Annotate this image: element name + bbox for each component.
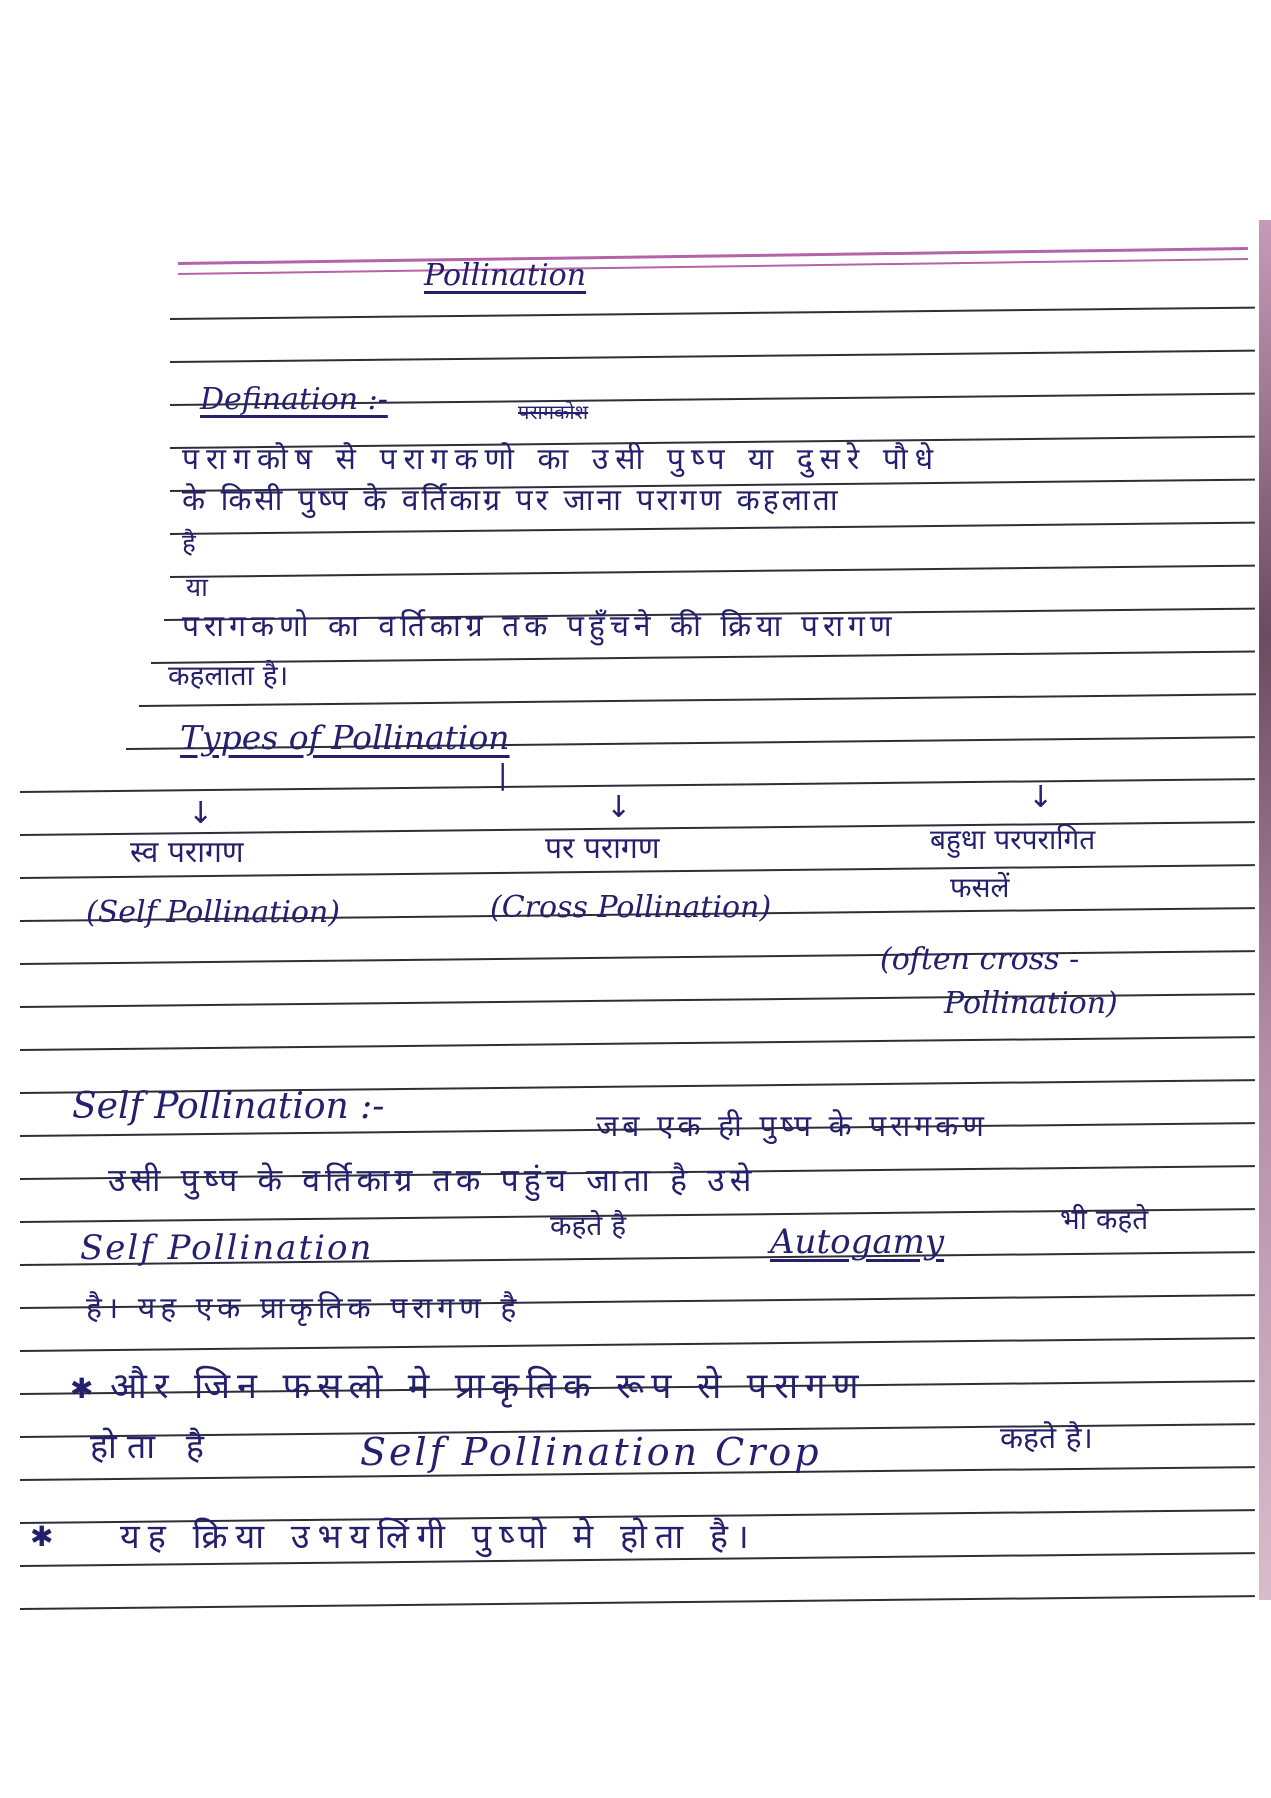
self-line-2: उसी पुष्प के वर्तिकाग्र तक पहुंच जाता है उसे — [108, 1161, 757, 1199]
definition-line-4: परागकणो का वर्तिकाग्र तक पहुँचने की क्रिया परागण — [182, 609, 897, 644]
ruled-line — [20, 1595, 1255, 1610]
ruled-line — [20, 778, 1255, 793]
struck-note: परागकोश — [518, 400, 589, 424]
definition-line-2: के किसी पुष्प के वर्तिकाग्र पर जाना परागण कहलाता — [182, 483, 841, 518]
often-english-2: Pollination) — [944, 986, 1118, 1021]
autogamy-term: Autogamy — [770, 1222, 945, 1262]
ruled-line — [170, 565, 1255, 578]
self-line-3-en: Self Pollination — [80, 1228, 374, 1268]
ruled-line — [170, 350, 1255, 363]
bullet-2-line: यह क्रिया उभयलिंगी पुष्पो मे होता है। — [120, 1517, 757, 1557]
ruled-line — [151, 650, 1255, 664]
page-title: Pollination — [424, 258, 587, 293]
arrow-down-icon: ↓ — [1028, 780, 1054, 815]
bullet-1-line-c: कहते है। — [1000, 1421, 1093, 1456]
types-heading: Types of Pollination — [180, 718, 510, 757]
bullet-1-line-a: और जिन फसलो मे प्राकृतिक रूप से परागण — [110, 1366, 866, 1407]
self-line-3-hi: कहते है — [550, 1209, 627, 1242]
definition-heading: Defination :- — [200, 382, 388, 417]
self-line-3-end: भी कहते — [1060, 1203, 1149, 1236]
self-hindi: स्व परागण — [130, 835, 244, 870]
definition-line-3: है — [182, 529, 196, 559]
arrow-down-icon: ↓ — [606, 790, 632, 825]
self-line-4: है। यह एक प्राकृतिक परागण है — [86, 1291, 522, 1326]
bullet-1-line-b: होता है — [90, 1427, 214, 1467]
ruled-line — [20, 1337, 1255, 1352]
ruled-line — [138, 693, 1254, 707]
bullet-star-icon: ✱ — [70, 1372, 94, 1405]
ruled-line — [170, 522, 1255, 535]
cross-english: (Cross Pollination) — [490, 890, 772, 925]
often-hindi-1: बहुधा परपरागित — [930, 823, 1096, 856]
bullet-1-english: Self Pollination Crop — [360, 1430, 822, 1474]
top-margin-line — [178, 247, 1248, 275]
branch-tick: | — [498, 758, 508, 791]
bullet-star-icon: ✱ — [30, 1520, 54, 1553]
often-hindi-2: फसलें — [950, 871, 1010, 904]
definition-line-5: कहलाता है। — [168, 659, 289, 692]
often-english-1: (often cross - — [880, 942, 1080, 977]
ruled-line — [20, 1036, 1255, 1051]
self-english: (Self Pollination) — [86, 895, 341, 930]
self-line-1: जब एक ही पुष्प के परागकण — [596, 1109, 988, 1144]
ruled-line — [170, 307, 1255, 320]
or-word: या — [186, 573, 208, 603]
cross-hindi: पर परागण — [545, 831, 660, 866]
page-edge — [1259, 220, 1271, 1600]
definition-line-1: परागकोष से परागकणो का उसी पुष्प या दुसरे पौधे — [182, 442, 941, 477]
arrow-down-icon: ↓ — [188, 796, 214, 831]
self-pollination-heading: Self Pollination :- — [72, 1086, 385, 1127]
